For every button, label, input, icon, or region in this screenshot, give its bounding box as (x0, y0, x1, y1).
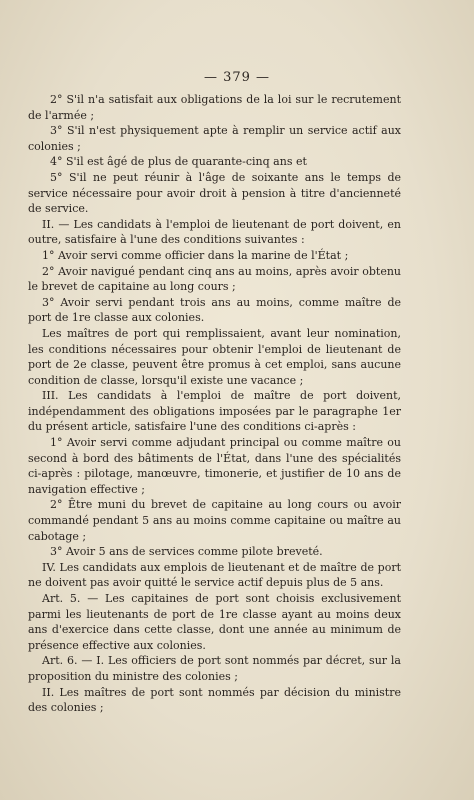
paragraph: 1° Avoir servi comme adjudant principal ou comme maître ou second à bord des bâtiments de l'État, dans l'une des spécialités ci-après : pilotage, manœuvre, timonerie, et justifier de 10 ans de navigation effective ; (28, 436, 401, 496)
paragraph: IV. Les candidats aux emplois de lieutenant et de maître de port ne doivent pas avoir quitté le service actif depuis plus de 5 ans. (28, 560, 401, 590)
paragraph: 4° S'il est âgé de plus de quarante-cinq ans et (50, 155, 307, 169)
body-text (28, 92, 401, 716)
paragraph: 2° S'il n'a satisfait aux obligations de la loi sur le recrutement de l'armée ; (28, 93, 401, 122)
paragraph: 2° Être muni du brevet de capitaine au long cours ou avoir commandé pendant 5 ans au moins comme capitaine ou maître au cabotage ; (28, 498, 401, 543)
paragraph: Les maîtres de port qui remplissaient, avant leur nomination, les conditions nécessaires pour obtenir l'emploi de lieutenant de port de 2e classe, peuvent être promus à cet emploi, sans aucune condition de classe, lorsqu'il existe une vacance ; (28, 326, 401, 387)
paragraph: 3° S'il n'est physiquement apte à remplir un service actif aux colonies ; (28, 124, 401, 153)
paragraph: 3° Avoir servi pendant trois ans au moins, comme maître de port de 1re classe aux colonies. (28, 295, 401, 325)
paragraph: II. Les maîtres de port sont nommés par décision du ministre des colonies ; (28, 685, 401, 715)
paragraph: 3° Avoir 5 ans de services comme pilote breveté. (50, 545, 323, 559)
paragraph: Art. 6. — I. Les officiers de port sont nommés par décret, sur la proposition du ministre des colonies ; (28, 654, 401, 683)
paragraph: 1° Avoir servi comme officier dans la marine de l'État ; (42, 248, 349, 262)
page-number: — 379 — (203, 70, 271, 85)
paragraph: 5° S'il ne peut réunir à l'âge de soixante ans le temps de service nécessaire pour avoir droit à pension à titre d'ancienneté de service. (28, 170, 401, 216)
paragraph: Art. 5. — Les capitaines de port sont choisis exclusivement parmi les lieutenants de port de 1re classe ayant au moins deux ans d'exercice dans cette classe, dont une année au minimum de présence effective aux colonies. (28, 592, 401, 652)
paragraph: III. Les candidats à l'emploi de maître de port doivent, indépendamment des obligations imposées par le paragraphe 1er du présent article, satisfaire l'une des conditions ci-après : (28, 389, 401, 434)
paragraph: II. — Les candidats à l'emploi de lieutenant de port doivent, en outre, satisfaire à l'une des conditions suivantes : (28, 217, 401, 247)
paragraph: 2° Avoir navigué pendant cinq ans au moins, après avoir obtenu le brevet de capitaine au long cours ; (28, 264, 401, 294)
